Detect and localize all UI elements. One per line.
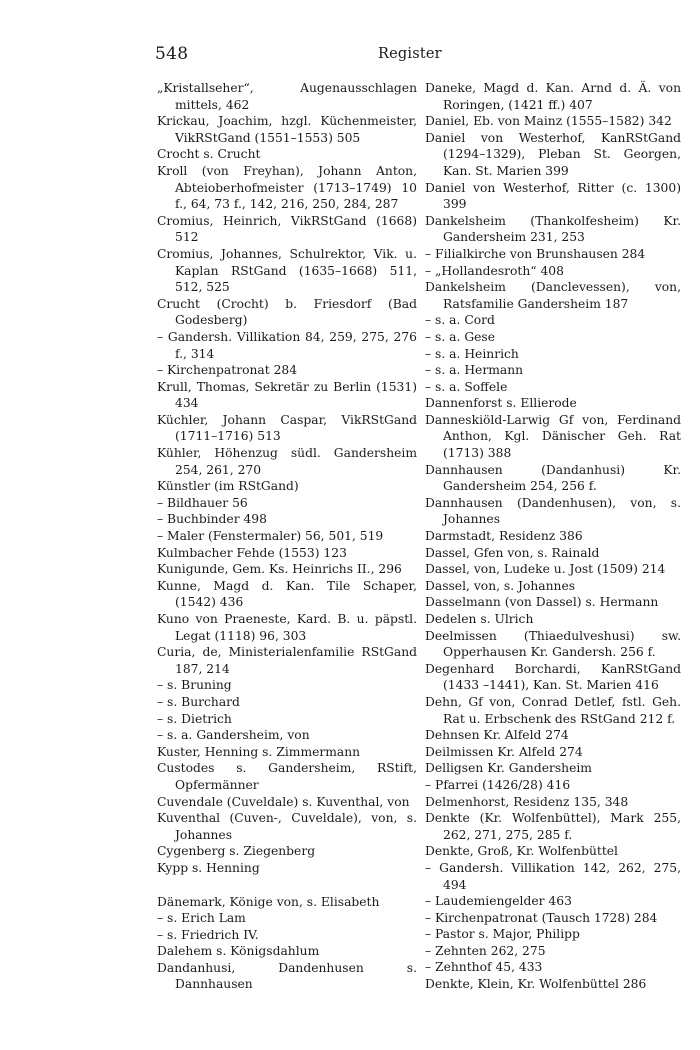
index-entry: Kunigunde, Gem. Ks. Heinrichs II., 296 <box>157 562 402 577</box>
index-entry: Dassel, Gfen von, s. Rainald <box>425 545 600 560</box>
index-entry: Custodes s. Gandersheim, RStift, Opfermänner <box>157 761 417 792</box>
index-entry: – „Hollandesroth“ 408 <box>425 263 564 278</box>
section-gap <box>157 877 417 894</box>
index-entry: Kuno von Praeneste, Kard. B. u. päpstl. Legat (1118) 96, 303 <box>157 612 417 643</box>
index-entry: Crocht s. Crucht <box>157 147 261 162</box>
index-entry: Cromius, Johannes, Schulrektor, Vik. u. Kaplan RStGand (1635–1668) 511, 512, 525 <box>157 246 417 295</box>
index-entry: – Gandersh. Villikation 84, 259, 275, 276 f., 314 <box>157 329 417 361</box>
index-entry: – Pfarrei (1426/28) 416 <box>425 777 571 792</box>
index-entry: Darmstadt, Residenz 386 <box>425 529 583 544</box>
index-entry: – Gandersh. Villikation 142, 262, 275, 494 <box>425 860 681 892</box>
index-entry: Dedelen s. Ulrich <box>425 612 534 626</box>
index-entry: – Bildhauer 56 <box>157 495 248 510</box>
index-entry: Krull, Thomas, Sekretär zu Berlin (1531) 434 <box>157 379 417 411</box>
index-entry: Dänemark, Könige von, s. Elisabeth <box>157 894 380 909</box>
index-entry: – Buchbinder 498 <box>157 512 267 527</box>
index-entry: „Kristallseher“, Augenausschlagen mittels, 462 <box>157 81 417 112</box>
index-entry: Cromius, Heinrich, VikRStGand (1668) 512 <box>157 213 417 245</box>
index-entry: Dassel, von, s. Johannes <box>425 578 576 593</box>
index-entry: Deilmissen Kr. Alfeld 274 <box>425 744 583 759</box>
index-entry: – s. a. Soffele <box>425 379 508 394</box>
page-number: 548 <box>155 44 189 64</box>
index-entry: – Pastor s. Major, Philipp <box>425 927 580 942</box>
index-entry: Delligsen Kr. Gandersheim <box>425 761 592 776</box>
index-entry: – s. Erich Lam <box>157 911 246 926</box>
index-entry: Kroll (von Freyhan), Johann Anton, Abteioberhofmeister (1713–1749) 10 f., 64, 73 f., 142, 216, 250, 284, 287 <box>157 163 417 212</box>
index-entry: Curia, de, Ministerialenfamilie RStGand 187, 214 <box>157 645 417 676</box>
index-entry: Denkte, Groß, Kr. Wolfenbüttel <box>425 844 618 859</box>
right-index-column <box>425 80 681 993</box>
index-entry: Kuster, Henning s. Zimmermann <box>157 744 361 759</box>
index-entry: – s. a. Gandersheim, von <box>157 728 310 743</box>
index-entry: Crucht (Crocht) b. Friesdorf (Bad Godesberg) <box>157 296 417 328</box>
index-entry: Künstler (im RStGand) <box>157 479 299 494</box>
index-entry: Dandanhusi, Dandenhusen s. Dannhausen <box>157 960 417 992</box>
index-entry: Danneskiöld-Larwig Gf von, Ferdinand Anthon, Kgl. Dänischer Geh. Rat (1713) 388 <box>425 412 681 461</box>
index-entry: – Laudemiengelder 463 <box>425 894 572 909</box>
index-entry: Küchler, Johann Caspar, VikRStGand (1711–1716) 513 <box>157 412 417 444</box>
index-entry: Delmenhorst, Residenz 135, 348 <box>425 794 629 809</box>
index-entry: – Zehnten 262, 275 <box>425 943 546 958</box>
running-title: Register <box>378 46 442 62</box>
index-entry: – Filialkirche von Brunshausen 284 <box>425 246 646 261</box>
index-entry: Dasselmann (von Dassel) s. Hermann <box>425 595 659 610</box>
index-entry: – s. a. Cord <box>425 313 495 328</box>
index-entry: Dannhausen (Dandenhusen), von, s. Johannes <box>425 495 681 527</box>
index-entry: Dankelsheim (Thankolfesheim) Kr. Gandersheim 231, 253 <box>425 213 681 245</box>
index-entry: Kühler, Höhenzug südl. Gandersheim 254, 261, 270 <box>157 446 417 477</box>
index-entry: Dehnsen Kr. Alfeld 274 <box>425 728 569 743</box>
index-entry: Kypp s. Henning <box>157 860 260 875</box>
index-entry: Daneke, Magd d. Kan. Arnd d. Ä. von Roringen, (1421 ff.) 407 <box>425 81 681 112</box>
index-entry: Dannenforst s. Ellierode <box>425 396 577 411</box>
index-entry: Cuvendale (Cuveldale) s. Kuventhal, von <box>157 794 410 809</box>
index-entry: – s. Bruning <box>157 678 232 693</box>
index-entry: Dassel, von, Ludeke u. Jost (1509) 214 <box>425 562 666 577</box>
index-entry: Daniel von Westerhof, KanRStGand (1294–1329), Pleban St. Georgen, Kan. St. Marien 399 <box>425 130 681 178</box>
index-entry: Denkte, Klein, Kr. Wolfenbüttel 286 <box>425 977 647 992</box>
index-entry: Dannhausen (Dandanhusi) Kr. Gandersheim 254, 256 f. <box>425 462 681 494</box>
index-entry: – s. a. Hermann <box>425 363 524 378</box>
index-entry: Degenhard Borchardi, KanRStGand (1433 –1441), Kan. St. Marien 416 <box>425 661 681 693</box>
index-entry: Kuventhal (Cuven-, Cuveldale), von, s. Johannes <box>157 811 417 842</box>
index-entry: – Kirchenpatronat 284 <box>157 363 298 378</box>
index-entry: – Zehnthof 45, 433 <box>425 960 543 975</box>
index-entry: Dalehem s. Königsdahlum <box>157 944 320 959</box>
index-entry: – s. a. Heinrich <box>425 346 519 361</box>
index-entry: – s. Burchard <box>157 694 240 709</box>
index-entry: – Kirchenpatronat (Tausch 1728) 284 <box>425 910 658 925</box>
index-entry: Dehn, Gf von, Conrad Detlef, fstl. Geh. Rat u. Erbschenk des RStGand 212 f. <box>425 694 681 726</box>
index-entry: Daniel, Eb. von Mainz (1555–1582) 342 <box>425 114 672 129</box>
left-index-column <box>157 80 417 993</box>
index-entry: Dankelsheim (Danclevessen), von, Ratsfamilie Gandersheim 187 <box>425 280 681 311</box>
index-entry: Cygenberg s. Ziegenberg <box>157 844 316 859</box>
index-entry: – s. Dietrich <box>157 711 232 726</box>
index-entry: Kunne, Magd d. Kan. Tile Schaper, (1542) 436 <box>157 578 417 610</box>
index-entry: Kulmbacher Fehde (1553) 123 <box>157 545 347 560</box>
index-entry: – s. a. Gese <box>425 329 496 344</box>
index-entry: Krickau, Joachim, hzgl. Küchenmeister, VikRStGand (1551–1553) 505 <box>157 114 417 145</box>
index-entry: – Maler (Fenstermaler) 56, 501, 519 <box>157 529 384 544</box>
index-entry: – s. Friedrich IV. <box>157 927 259 942</box>
index-entry: Daniel von Westerhof, Ritter (c. 1300) 399 <box>425 180 681 212</box>
index-entry: Deelmissen (Thiaedulveshusi) sw. Opperhausen Kr. Gandersh. 256 f. <box>425 628 681 660</box>
index-entry: Denkte (Kr. Wolfenbüttel), Mark 255, 262, 271, 275, 285 f. <box>425 811 681 842</box>
